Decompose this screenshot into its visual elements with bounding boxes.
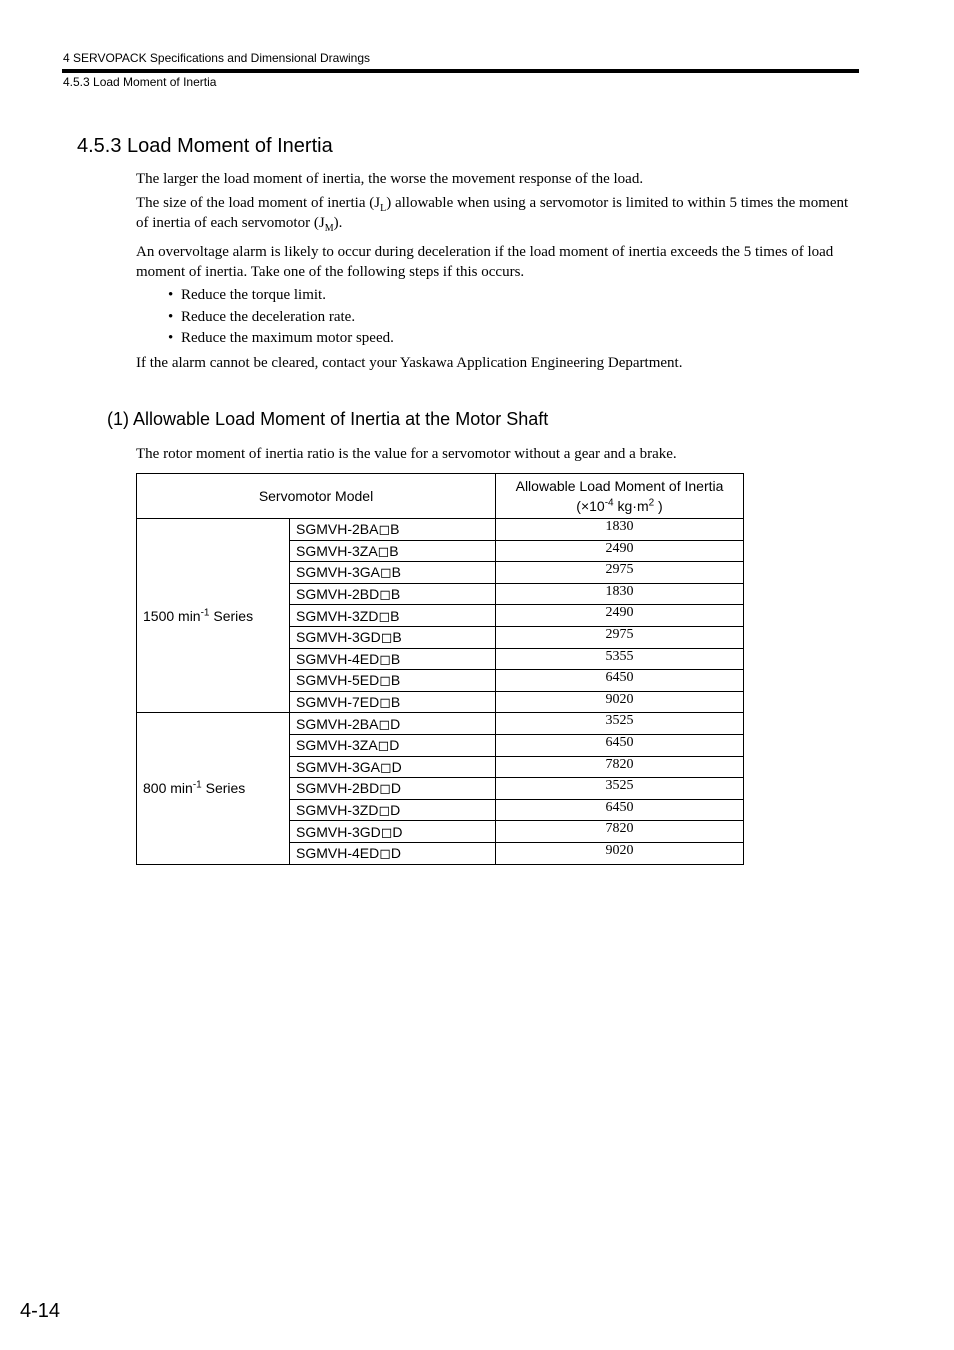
- model-cell: SGMVH-3GD◻B: [290, 626, 496, 648]
- header-rule: [62, 69, 859, 73]
- value-cell: 3525: [496, 713, 744, 735]
- paragraph-limit: [136, 193, 856, 233]
- series-label: Series: [201, 780, 246, 797]
- value-cell: 1830: [496, 519, 744, 541]
- value-cell: 2975: [496, 562, 744, 584]
- p2-text-c: ).: [333, 215, 343, 231]
- value-cell: 3525: [496, 778, 744, 800]
- unit-part: (×10: [576, 498, 605, 514]
- col-header-inertia-title: Allowable Load Moment of Inertia: [515, 478, 724, 494]
- table-intro: The rotor moment of inertia ratio is the value for a servomotor without a gear and a brake.: [136, 446, 677, 462]
- p2-text-a: The size of the load moment of inertia (J: [136, 195, 381, 211]
- model-cell: SGMVH-7ED◻B: [290, 691, 496, 713]
- subsection-title: (1) Allowable Load Moment of Inertia at the Motor Shaft: [107, 409, 549, 429]
- unit-exponent: -4: [604, 497, 614, 509]
- series-label: Series: [209, 607, 254, 624]
- value-cell: 5355: [496, 648, 744, 670]
- col-header-inertia: [496, 474, 744, 519]
- value-cell: 9020: [496, 691, 744, 713]
- model-cell: SGMVH-3GA◻B: [290, 562, 496, 584]
- value-cell: 6450: [496, 799, 744, 821]
- value-cell: 9020: [496, 842, 744, 864]
- model-cell: SGMVH-3GD◻D: [290, 821, 496, 843]
- model-cell: SGMVH-2BA◻B: [290, 519, 496, 541]
- value-cell: 2975: [496, 626, 744, 648]
- model-cell: SGMVH-3ZD◻D: [290, 799, 496, 821]
- running-header-section: 4.5.3 Load Moment of Inertia: [63, 75, 217, 89]
- col-header-inertia-unit: [576, 498, 662, 514]
- series-800: [137, 713, 290, 864]
- model-cell: SGMVH-2BA◻D: [290, 713, 496, 735]
- value-cell: 2490: [496, 605, 744, 627]
- series-exponent: -1: [192, 779, 202, 791]
- series-label: 1500 min: [143, 607, 201, 624]
- value-cell: 7820: [496, 821, 744, 843]
- model-cell: SGMVH-3ZD◻B: [290, 605, 496, 627]
- model-cell: SGMVH-2BD◻D: [290, 778, 496, 800]
- value-cell: 7820: [496, 756, 744, 778]
- value-cell: 6450: [496, 734, 744, 756]
- series-label: 800 min: [143, 780, 193, 797]
- col-header-model: Servomotor Model: [137, 474, 496, 519]
- value-cell: 2490: [496, 540, 744, 562]
- table-row: [137, 519, 744, 541]
- table-header-row: [137, 474, 744, 519]
- p2-subscript-m: M: [324, 223, 334, 234]
- inertia-table: [136, 473, 744, 865]
- series-1500: [137, 519, 290, 713]
- unit-part: kg·m: [613, 498, 649, 514]
- model-cell: SGMVH-3GA◻D: [290, 756, 496, 778]
- list-item: • Reduce the maximum motor speed.: [168, 328, 394, 350]
- p2-text-b: ) allowable when using a servomotor is limited to within 5 times the moment of inertia of each servomotor (J: [136, 195, 849, 231]
- model-cell: SGMVH-4ED◻D: [290, 842, 496, 864]
- paragraph-response: The larger the load moment of inertia, the worse the movement response of the load.: [136, 171, 644, 187]
- paragraph-overvoltage: An overvoltage alarm is likely to occur during deceleration if the load moment of inertia exceeds the 5 times of load moment of inertia. Take one of the following steps if this occurs.: [136, 244, 834, 280]
- paragraph-contact: If the alarm cannot be cleared, contact your Yaskawa Application Engineering Department.: [136, 355, 683, 371]
- p2-subscript-l: L: [380, 203, 387, 214]
- series-exponent: -1: [200, 607, 210, 619]
- table-row: [137, 713, 744, 735]
- model-cell: SGMVH-3ZA◻B: [290, 540, 496, 562]
- list-item: • Reduce the torque limit.: [168, 285, 394, 307]
- value-cell: 1830: [496, 583, 744, 605]
- steps-list: [168, 285, 394, 350]
- unit-exponent: 2: [648, 497, 655, 509]
- section-title: 4.5.3 Load Moment of Inertia: [77, 135, 333, 157]
- page-number: 4-14: [20, 1300, 61, 1322]
- model-cell: SGMVH-2BD◻B: [290, 583, 496, 605]
- model-cell: SGMVH-4ED◻B: [290, 648, 496, 670]
- list-item: • Reduce the deceleration rate.: [168, 307, 394, 329]
- model-cell: SGMVH-5ED◻B: [290, 670, 496, 692]
- running-header-chapter: 4 SERVOPACK Specifications and Dimensional Drawings: [63, 51, 371, 65]
- model-cell: SGMVH-3ZA◻D: [290, 734, 496, 756]
- unit-part: ): [654, 498, 663, 514]
- value-cell: 6450: [496, 670, 744, 692]
